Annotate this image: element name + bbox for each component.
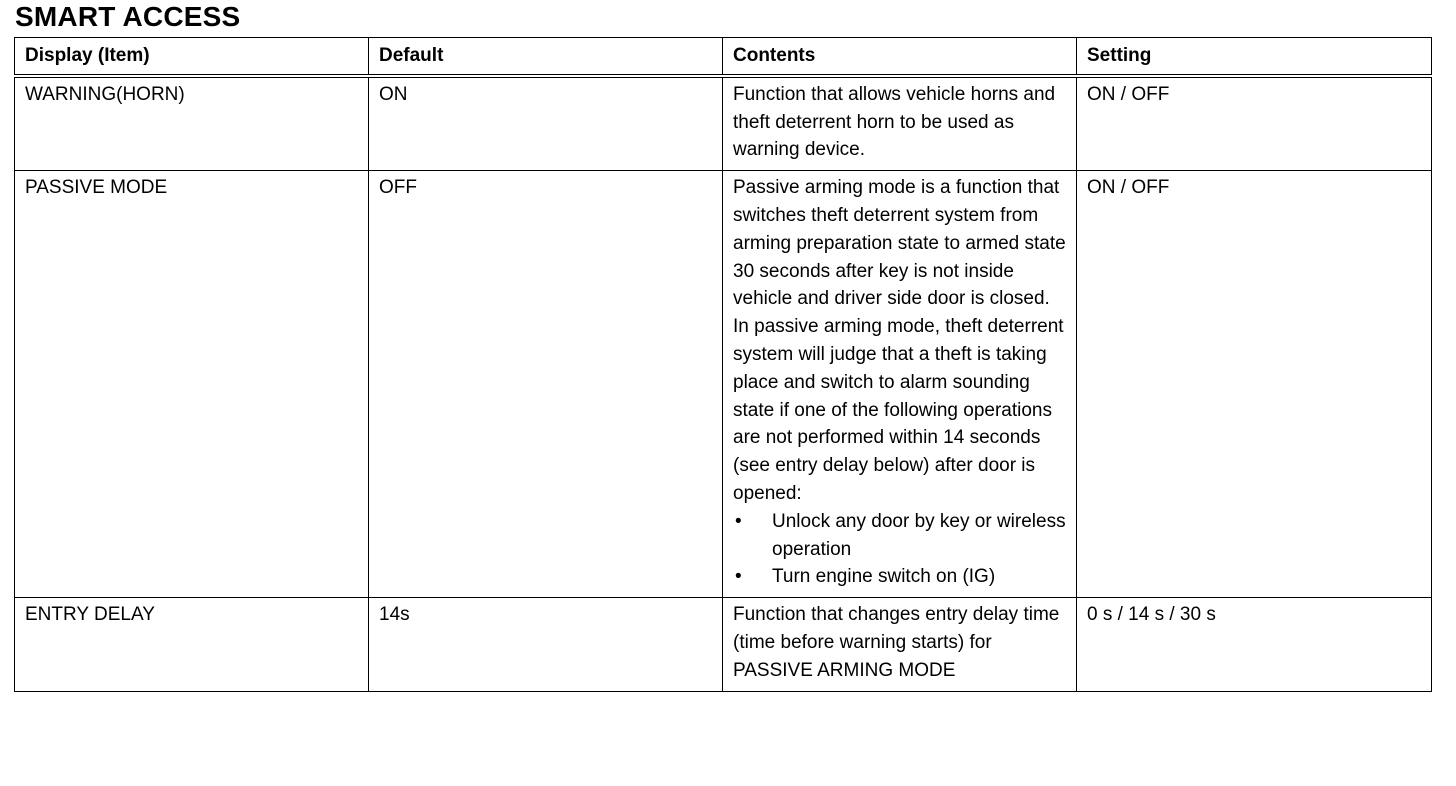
settings-table [14,37,1432,692]
table-row-warning-horn [15,76,1432,171]
cell-setting: 0 s / 14 s / 30 s [1077,598,1432,691]
contents-paragraph-1: Passive arming mode is a function that switches theft deterrent system from arming preparation state to armed state 30 seconds after key is not inside vehicle and driver side door is closed. [733,177,1066,310]
table-row-passive-mode [15,171,1432,598]
cell-display: WARNING(HORN) [15,76,369,171]
contents-paragraph-2: In passive arming mode, theft deterrent system will judge that a theft is taking place and switch to alarm sounding state if one of the following operations are not performed within 14 seconds (see entry delay below) after door is opened: [733,316,1064,504]
list-item [733,563,1066,591]
column-header-contents: Contents [723,38,1077,76]
table-row-entry-delay [15,598,1432,691]
cell-contents: Function that allows vehicle horns and theft deterrent horn to be used as warning device. [723,76,1077,171]
cell-setting: ON / OFF [1077,76,1432,171]
bullet-icon: • [735,566,742,588]
cell-setting: ON / OFF [1077,171,1432,598]
cell-default: ON [369,76,723,171]
column-header-default: Default [369,38,723,76]
operations-list [733,508,1066,591]
table-header-row [15,38,1432,76]
cell-contents: Function that changes entry delay time (time before warning starts) for PASSIVE ARMING MODE [723,598,1077,691]
cell-default: OFF [369,171,723,598]
bullet-icon: • [735,510,742,532]
column-header-display: Display (Item) [15,38,369,76]
cell-contents [723,171,1077,598]
cell-display: PASSIVE MODE [15,171,369,598]
column-header-setting: Setting [1077,38,1432,76]
list-item-text: Turn engine switch on (IG) [772,566,996,588]
page-title: SMART ACCESS [15,1,241,32]
cell-default: 14s [369,598,723,691]
list-item [733,508,1066,564]
cell-display: ENTRY DELAY [15,598,369,691]
list-item-text: Unlock any door by key or wireless operation [772,510,1066,560]
